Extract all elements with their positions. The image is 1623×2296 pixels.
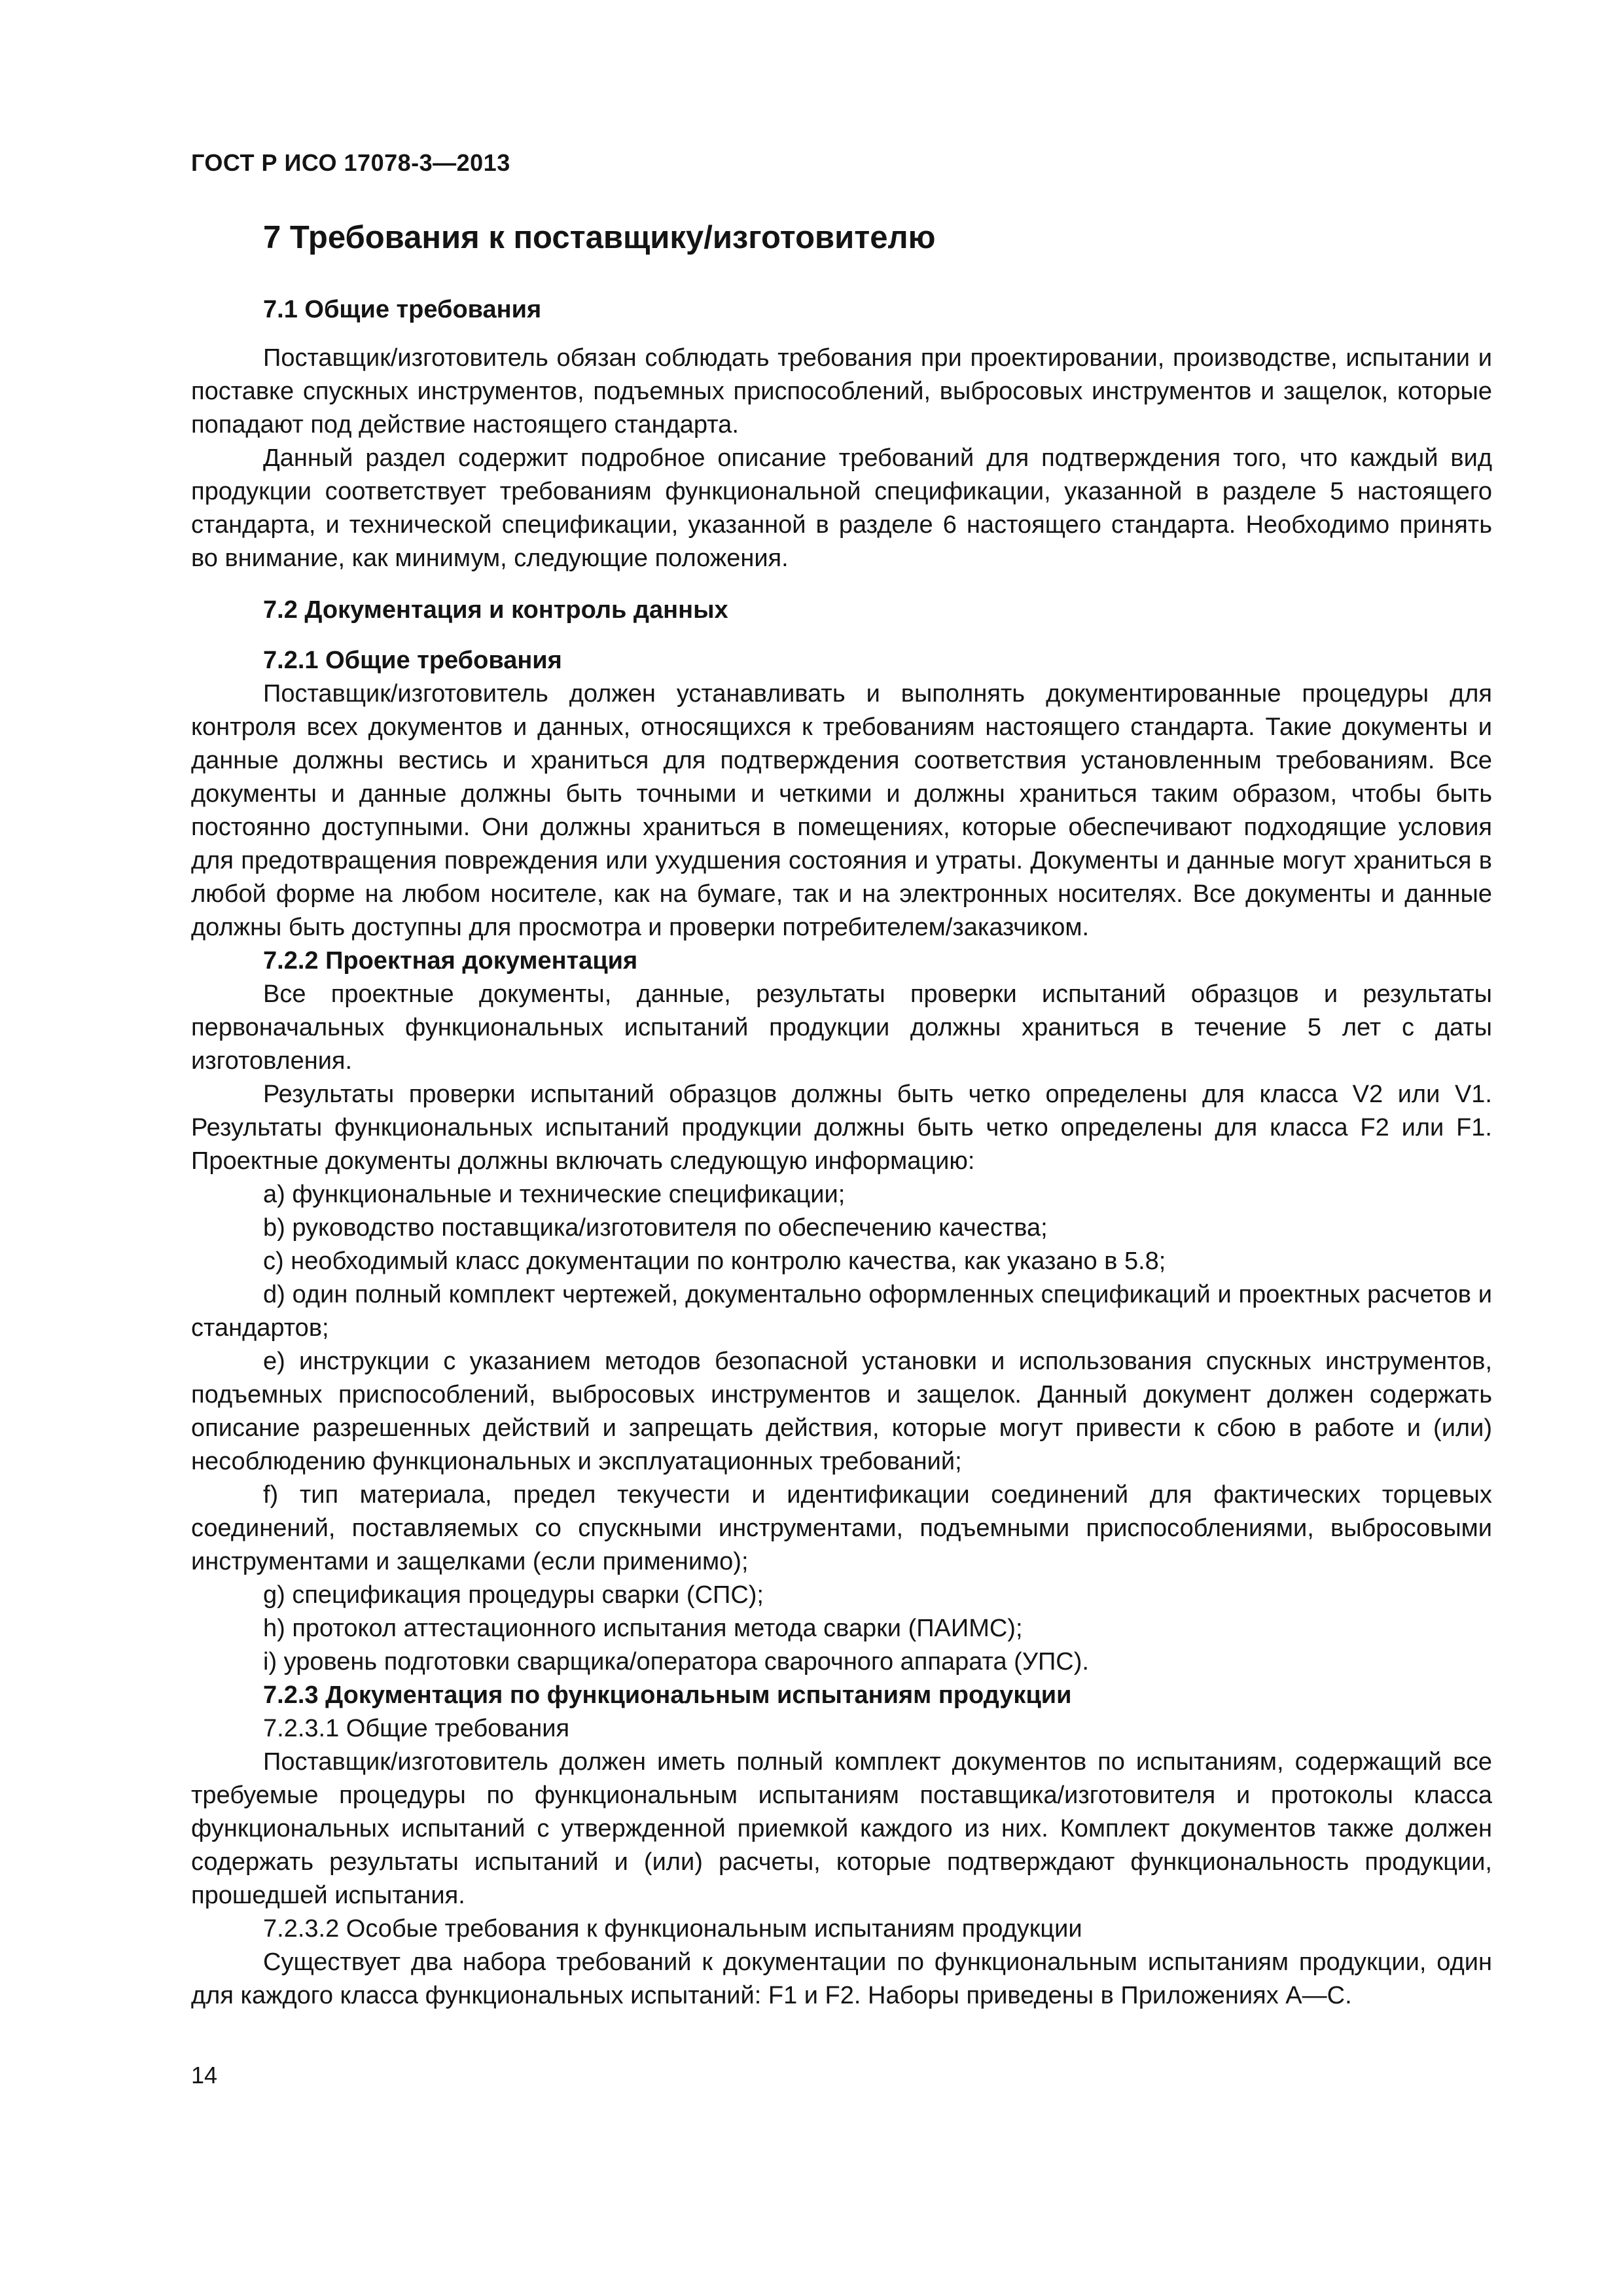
page-number: 14 (191, 2062, 218, 2089)
section-title: 7 Требования к поставщику/изготовителю (263, 220, 936, 255)
document-body (191, 217, 1492, 2013)
paragraph-7-2-2-2: Результаты проверки испытаний образцов должны быть четко определены для класса V2 или V1. Результаты функциональных испытаний продукции должны быть четко определены для класса F2 или F1. Проектные документы должны включать следующую информацию: (191, 1081, 1492, 1175)
paragraph-7-2-2-1: Все проектные документы, данные, результаты проверки испытаний образцов и результаты первоначальных функциональных испытаний продукции должны храниться в течение 5 лет с даты изготовления. (191, 980, 1492, 1075)
heading-7-1: 7.1 Общие требования (263, 296, 542, 323)
subheading-7-2-3-1: 7.2.3.1 Общие требования (263, 1715, 570, 1742)
list-item: c) необходимый класс документации по контролю качества, как указано в 5.8; (263, 1247, 1166, 1275)
requirements-list (191, 1178, 1492, 1679)
list-item: h) протокол аттестационного испытания метода сварки (ПАИМС); (263, 1615, 1023, 1642)
list-item: f) тип материала, предел текучести и идентификации соединений для фактических торцевых соединений, поставляемых со спускными инструментами, подъемными приспособлениями, выбросовыми инструментами и защелками (если применимо); (191, 1481, 1492, 1575)
list-item: b) руководство поставщика/изготовителя по обеспечению качества; (263, 1214, 1048, 1242)
subheading-7-2-3-2: 7.2.3.2 Особые требования к функциональным испытаниям продукции (263, 1915, 1082, 1943)
paragraph-7-1-2: Данный раздел содержит подробное описание требований для подтверждения того, что каждый вид продукции соответствует требованиям функциональной спецификации, указанной в разделе 5 настоящего стандарта, и технической спецификации, указанной в разделе 6 настоящего стандарта. Необходимо принять во внимание, как минимум, следующие положения. (191, 444, 1492, 572)
paragraph-7-2-3-2: Существует два набора требований к документации по функциональным испытаниям продукции, один для каждого класса функциональных испытаний: F1 и F2. Наборы приведены в Приложениях А—С. (191, 1948, 1492, 2009)
heading-7-2-1: 7.2.1 Общие требования (263, 647, 562, 674)
list-item: g) спецификация процедуры сварки (СПС); (263, 1581, 764, 1609)
list-item: d) один полный комплект чертежей, документально оформленных спецификаций и проектных расчетов и стандартов; (191, 1281, 1492, 1342)
list-item: a) функциональные и технические спецификации; (263, 1181, 846, 1208)
paragraph-7-2-1: Поставщик/изготовитель должен устанавливать и выполнять документированные процедуры для контроля всех документов и данных, относящихся к требованиям настоящего стандарта. Такие документы и данные должны вестись и храниться для подтверждения соответствия установленным требованиям. Все документы и данные должны быть точными и четкими и должны храниться таким образом, чтобы быть постоянно доступными. Они должны храниться в помещениях, которые обеспечивают подходящие условия для предотвращения повреждения или ухудшения состояния и утраты. Документы и данные могут храниться в любой форме на любом носителе, как на бумаге, так и на электронных носителях. Все документы и данные должны быть доступны для просмотра и проверки потребителем/заказчиком. (191, 680, 1492, 941)
list-item: i) уровень подготовки сварщика/оператора сварочного аппарата (УПС). (263, 1648, 1089, 1676)
paragraph-7-1-1: Поставщик/изготовитель обязан соблюдать требования при проектировании, производстве, испытании и поставке спускных инструментов, подъемных приспособлений, выбросовых инструментов и защелок, которые попадают под действие настоящего стандарта. (191, 344, 1492, 439)
document-code-header: ГОСТ Р ИСО 17078-3—2013 (191, 149, 510, 176)
heading-7-2-3: 7.2.3 Документация по функциональным испытаниям продукции (263, 1681, 1072, 1709)
heading-7-2-2: 7.2.2 Проектная документация (263, 947, 638, 975)
heading-7-2: 7.2 Документация и контроль данных (263, 596, 728, 624)
list-item: e) инструкции с указанием методов безопасной установки и использования спускных инструментов, подъемных приспособлений, выбросовых инструментов и защелок. Данный документ должен содержать описание разрешенных действий и запрещать действия, которые могут привести к сбою в работе и (или) несоблюдению функциональных и эксплуатационных требований; (191, 1348, 1492, 1475)
paragraph-7-2-3-1: Поставщик/изготовитель должен иметь полный комплект документов по испытаниям, содержащий все требуемые процедуры по функциональным испытаниям поставщика/изготовителя и протоколы класса функциональных испытаний с утвержденной приемкой каждого из них. Комплект документов также должен содержать результаты испытаний и (или) расчеты, которые подтверждают функциональность продукции, прошедшей испытания. (191, 1748, 1492, 1909)
